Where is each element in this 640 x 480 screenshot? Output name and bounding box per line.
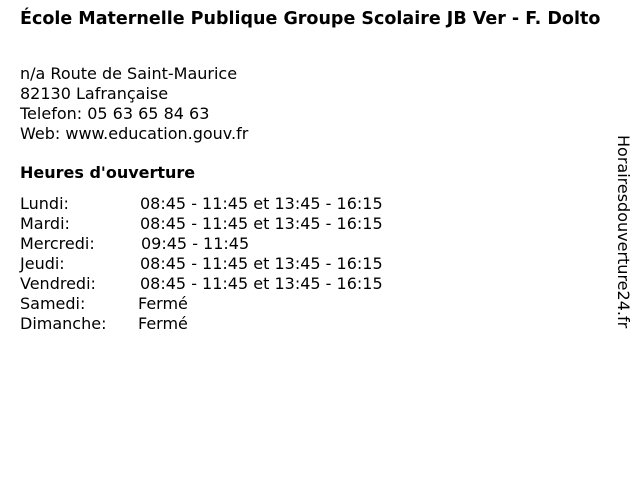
phone-number: Telefon: 05 63 65 84 63 — [20, 104, 210, 123]
day-hours: 08:45 - 11:45 et 13:45 - 16:15 — [140, 214, 383, 233]
day-hours: 08:45 - 11:45 et 13:45 - 16:15 — [140, 274, 383, 293]
day-label: Vendredi: — [20, 274, 96, 293]
day-hours: Fermé — [138, 294, 188, 313]
business-name: École Maternelle Publique Groupe Scolaire JB Ver - F. Dolto — [20, 9, 601, 29]
day-label: Dimanche: — [20, 314, 107, 333]
street-address: n/a Route de Saint-Maurice — [20, 64, 238, 83]
day-label: Mardi: — [20, 214, 70, 233]
day-label: Lundi: — [20, 194, 69, 213]
day-hours: Fermé — [138, 314, 188, 333]
day-hours: 08:45 - 11:45 et 13:45 - 16:15 — [140, 254, 383, 273]
day-hours: 09:45 - 11:45 — [141, 234, 250, 253]
day-label: Samedi: — [20, 294, 86, 313]
opening-hours-heading: Heures d'ouverture — [20, 163, 196, 182]
day-label: Jeudi: — [20, 254, 65, 273]
postal-city: 82130 Lafrançaise — [20, 84, 169, 103]
website: Web: www.education.gouv.fr — [20, 124, 249, 143]
day-label: Mercredi: — [20, 234, 95, 253]
day-hours: 08:45 - 11:45 et 13:45 - 16:15 — [140, 194, 383, 213]
address-block — [20, 64, 248, 144]
site-watermark: Horairesdouverture24.fr — [614, 135, 633, 329]
